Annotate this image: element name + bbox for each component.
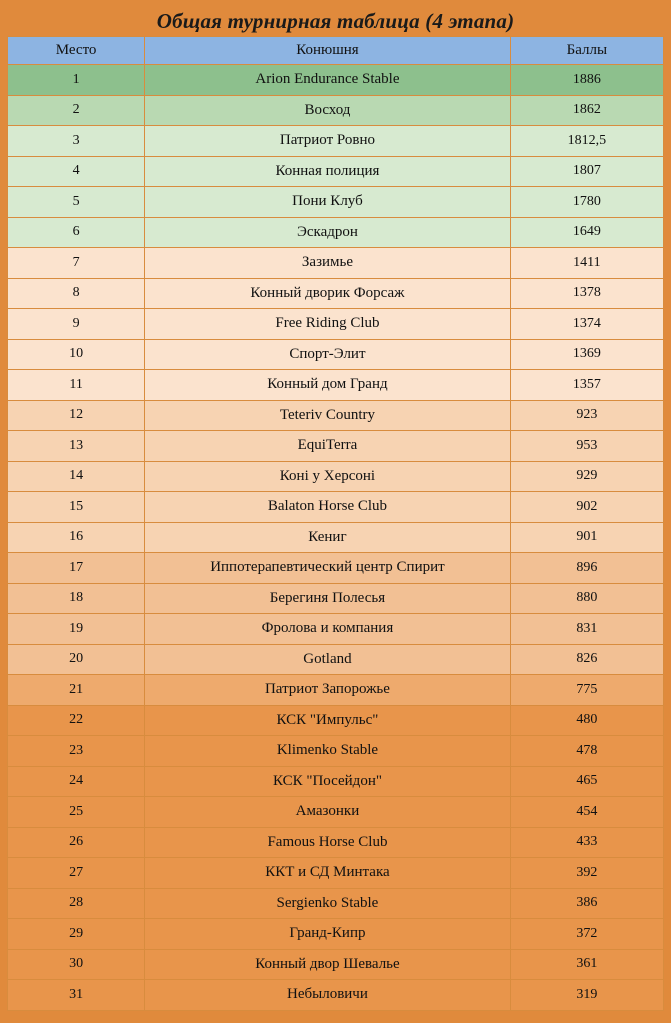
cell-place: 2 bbox=[8, 95, 145, 126]
cell-stable: Teteriv Country bbox=[145, 400, 511, 431]
table-row bbox=[8, 248, 664, 279]
cell-points: 1378 bbox=[510, 278, 663, 309]
cell-points: 1780 bbox=[510, 187, 663, 218]
cell-points: 775 bbox=[510, 675, 663, 706]
table-row bbox=[8, 766, 664, 797]
cell-points: 923 bbox=[510, 400, 663, 431]
table-row bbox=[8, 919, 664, 950]
cell-stable: Free Riding Club bbox=[145, 309, 511, 340]
cell-place: 30 bbox=[8, 949, 145, 980]
table-row bbox=[8, 644, 664, 675]
cell-points: 1411 bbox=[510, 248, 663, 279]
table-row bbox=[8, 461, 664, 492]
cell-points: 433 bbox=[510, 827, 663, 858]
table-row bbox=[8, 827, 664, 858]
table-row bbox=[8, 400, 664, 431]
cell-stable: Конный двор Шевалье bbox=[145, 949, 511, 980]
cell-stable: Спорт-Элит bbox=[145, 339, 511, 370]
cell-points: 1807 bbox=[510, 156, 663, 187]
table-row bbox=[8, 156, 664, 187]
cell-place: 9 bbox=[8, 309, 145, 340]
cell-points: 1374 bbox=[510, 309, 663, 340]
cell-stable: КСК "Импульс" bbox=[145, 705, 511, 736]
cell-place: 13 bbox=[8, 431, 145, 462]
cell-stable: Патриот Ровно bbox=[145, 126, 511, 157]
cell-stable: Иппотерапевтический центр Спирит bbox=[145, 553, 511, 584]
table-row bbox=[8, 583, 664, 614]
cell-points: 372 bbox=[510, 919, 663, 950]
cell-place: 16 bbox=[8, 522, 145, 553]
cell-stable: Берегиня Полесья bbox=[145, 583, 511, 614]
column-header-stable: Конюшня bbox=[145, 37, 511, 65]
cell-place: 24 bbox=[8, 766, 145, 797]
cell-place: 6 bbox=[8, 217, 145, 248]
cell-stable: EquiTerra bbox=[145, 431, 511, 462]
cell-place: 29 bbox=[8, 919, 145, 950]
cell-place: 19 bbox=[8, 614, 145, 645]
cell-stable: ККТ и СД Минтака bbox=[145, 858, 511, 889]
cell-stable: Кениг bbox=[145, 522, 511, 553]
table-row bbox=[8, 736, 664, 767]
cell-stable: Gotland bbox=[145, 644, 511, 675]
table-row bbox=[8, 675, 664, 706]
table-header-row bbox=[8, 37, 664, 65]
table-row bbox=[8, 309, 664, 340]
table-row bbox=[8, 492, 664, 523]
cell-stable: Эскадрон bbox=[145, 217, 511, 248]
cell-place: 28 bbox=[8, 888, 145, 919]
cell-points: 1812,5 bbox=[510, 126, 663, 157]
cell-points: 929 bbox=[510, 461, 663, 492]
cell-place: 31 bbox=[8, 980, 145, 1011]
cell-points: 831 bbox=[510, 614, 663, 645]
cell-points: 826 bbox=[510, 644, 663, 675]
cell-stable: Гранд-Кипр bbox=[145, 919, 511, 950]
cell-stable: Famous Horse Club bbox=[145, 827, 511, 858]
table-row bbox=[8, 126, 664, 157]
table-row bbox=[8, 278, 664, 309]
cell-stable: Пони Клуб bbox=[145, 187, 511, 218]
cell-stable: Конный дворик Форсаж bbox=[145, 278, 511, 309]
cell-stable: Конная полиция bbox=[145, 156, 511, 187]
cell-place: 11 bbox=[8, 370, 145, 401]
cell-points: 478 bbox=[510, 736, 663, 767]
cell-place: 5 bbox=[8, 187, 145, 218]
cell-place: 23 bbox=[8, 736, 145, 767]
cell-points: 1886 bbox=[510, 65, 663, 96]
table-row bbox=[8, 339, 664, 370]
cell-points: 454 bbox=[510, 797, 663, 828]
table-row bbox=[8, 522, 664, 553]
cell-points: 902 bbox=[510, 492, 663, 523]
cell-points: 392 bbox=[510, 858, 663, 889]
cell-points: 319 bbox=[510, 980, 663, 1011]
cell-points: 1357 bbox=[510, 370, 663, 401]
cell-place: 1 bbox=[8, 65, 145, 96]
cell-place: 3 bbox=[8, 126, 145, 157]
cell-stable: Амазонки bbox=[145, 797, 511, 828]
cell-place: 10 bbox=[8, 339, 145, 370]
cell-points: 896 bbox=[510, 553, 663, 584]
table-row bbox=[8, 705, 664, 736]
table-row bbox=[8, 370, 664, 401]
table-row bbox=[8, 95, 664, 126]
cell-points: 480 bbox=[510, 705, 663, 736]
page-title: Общая турнирная таблица (4 этапа) bbox=[8, 6, 664, 37]
cell-place: 17 bbox=[8, 553, 145, 584]
cell-stable: Конный дом Гранд bbox=[145, 370, 511, 401]
cell-place: 20 bbox=[8, 644, 145, 675]
table-row bbox=[8, 614, 664, 645]
cell-points: 880 bbox=[510, 583, 663, 614]
cell-points: 465 bbox=[510, 766, 663, 797]
cell-place: 21 bbox=[8, 675, 145, 706]
cell-place: 15 bbox=[8, 492, 145, 523]
standings-table bbox=[7, 6, 664, 1011]
cell-stable: Sergienko Stable bbox=[145, 888, 511, 919]
cell-place: 12 bbox=[8, 400, 145, 431]
cell-points: 953 bbox=[510, 431, 663, 462]
cell-place: 14 bbox=[8, 461, 145, 492]
column-header-place: Место bbox=[8, 37, 145, 65]
table-row bbox=[8, 65, 664, 96]
cell-stable: Восход bbox=[145, 95, 511, 126]
cell-points: 1369 bbox=[510, 339, 663, 370]
cell-place: 27 bbox=[8, 858, 145, 889]
cell-points: 361 bbox=[510, 949, 663, 980]
table-row bbox=[8, 949, 664, 980]
cell-place: 4 bbox=[8, 156, 145, 187]
cell-stable: Arion Endurance Stable bbox=[145, 65, 511, 96]
table-row bbox=[8, 888, 664, 919]
cell-stable: Зазимье bbox=[145, 248, 511, 279]
table-row bbox=[8, 431, 664, 462]
cell-stable: Коні у Херсоні bbox=[145, 461, 511, 492]
table-row bbox=[8, 797, 664, 828]
cell-stable: Фролова и компания bbox=[145, 614, 511, 645]
table-row bbox=[8, 858, 664, 889]
standings-body bbox=[8, 65, 664, 1011]
cell-place: 18 bbox=[8, 583, 145, 614]
cell-place: 8 bbox=[8, 278, 145, 309]
table-row bbox=[8, 187, 664, 218]
column-header-points: Баллы bbox=[510, 37, 663, 65]
cell-place: 7 bbox=[8, 248, 145, 279]
cell-stable: Небыловичи bbox=[145, 980, 511, 1011]
cell-points: 386 bbox=[510, 888, 663, 919]
cell-stable: Патриот Запорожье bbox=[145, 675, 511, 706]
cell-points: 1649 bbox=[510, 217, 663, 248]
table-row bbox=[8, 217, 664, 248]
cell-stable: КСК "Посейдон" bbox=[145, 766, 511, 797]
cell-stable: Balaton Horse Club bbox=[145, 492, 511, 523]
cell-stable: Klimenko Stable bbox=[145, 736, 511, 767]
table-row bbox=[8, 553, 664, 584]
cell-points: 901 bbox=[510, 522, 663, 553]
cell-place: 26 bbox=[8, 827, 145, 858]
cell-place: 25 bbox=[8, 797, 145, 828]
table-title-row bbox=[8, 6, 664, 37]
table-row bbox=[8, 980, 664, 1011]
cell-points: 1862 bbox=[510, 95, 663, 126]
cell-place: 22 bbox=[8, 705, 145, 736]
